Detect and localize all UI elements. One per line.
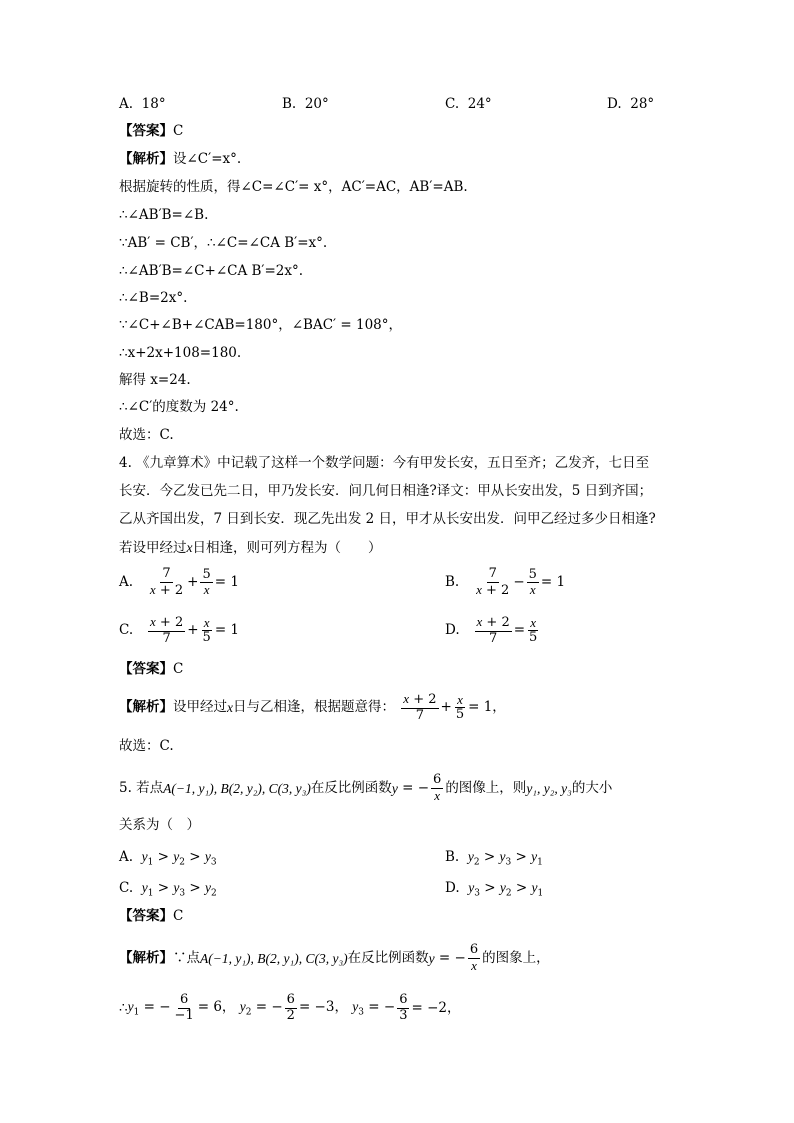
fraction: $\frac{6}{x}$ (469, 942, 479, 973)
q3-conclusion: 故选：C. (119, 427, 174, 443)
fraction: $\frac{x + 2}{7}$ (150, 614, 184, 646)
stem-text: 若设甲经过 (119, 540, 187, 556)
option-label: D. (445, 880, 460, 896)
q4-conclusion: 故选：C. (119, 738, 174, 754)
option-label: C. (119, 880, 134, 896)
stem-text: 5. 若点 (119, 779, 164, 796)
q5-analysis-line: $\therefore y_1$ = − $\frac{6}{-1}$ = 6， $y_2$ = − $\frac{6}{2}$ = −3， $y_3$ = − $\frac{6}{3}$ = −2， (119, 992, 461, 1023)
analysis-text: 的图象上， (482, 949, 550, 966)
stem-text: 日相逢，则可列方程为（ ） (192, 540, 382, 556)
q4-stem-line: 4. 《九章算术》中记载了这样一个数学问题：今有甲发长安，五日至齐；乙发齐，七日至 (119, 455, 650, 471)
q4-option-c: C. $\frac{x + 2}{7}$ + $\frac{x}{5}$ = 1 (119, 614, 240, 646)
answer-tag: 【答案】 (119, 123, 173, 139)
analysis-text: 设∠C′=x°. (173, 151, 242, 167)
option-label: C. (445, 96, 460, 112)
analysis-text: 日与乙相逢，根据题意得： (233, 699, 395, 716)
answer-value: C (173, 908, 184, 924)
q3-analysis-line: ∵AB′ = CB′，∴∠C=∠CA B′=x°. (119, 235, 328, 251)
option-value: 20° (304, 96, 329, 112)
answer-value: C (173, 661, 184, 677)
q3-analysis-line: 根据旋转的性质，得∠C=∠C′= x°，AC′=AC，AB′=AB. (119, 179, 468, 195)
q5-option-b: B. $y_2 > y_3 > y_1$ (445, 849, 543, 868)
analysis-text: 在反比例函数 (347, 949, 429, 966)
fraction: $\frac{5}{x}$ (528, 566, 537, 598)
q4-analysis: 【解析】设甲经过x日与乙相逢，根据题意得： $\frac{x + 2}{7}$ + $\frac{x}{5}$ = 1， (119, 691, 506, 723)
answer-value: C (173, 123, 184, 139)
q3-option-d (607, 98, 654, 112)
q5-option-c: C. $y_1 > y_3 > y_2$ (119, 880, 217, 899)
therefore-symbol: ∴ (119, 999, 128, 1016)
variable-x: x (227, 700, 233, 716)
fraction: $\frac{x}{5}$ (529, 614, 538, 646)
q4-option-d: D. $\frac{x + 2}{7}$ = $\frac{x}{5}$ (445, 614, 538, 646)
stem-text: 的图像上，则 (445, 779, 527, 796)
q4-option-a: A. $\frac{7}{x + 2}$ + $\frac{5}{x}$ = 1 (119, 566, 239, 598)
variable-x: x (186, 540, 193, 555)
q3-option-c (445, 98, 492, 112)
fraction: $\frac{6}{2}$ (286, 992, 295, 1023)
q5-option-a: A. $y_1 > y_2 > y_3$ (119, 849, 217, 868)
q3-analysis-line: ∴x+2x+108=180. (119, 345, 242, 361)
analysis-tag: 【解析】 (119, 949, 173, 966)
q5-stem-line: 关系为（ ） (119, 817, 200, 833)
q4-option-b: B. $\frac{7}{x + 2}$ − $\frac{5}{x}$ = 1 (445, 566, 566, 598)
option-value: 28° (630, 96, 655, 112)
fraction: $\frac{x + 2}{7}$ (403, 691, 437, 723)
q3-option-b (282, 98, 329, 112)
q5-option-d: D. $y_3 > y_2 > y_1$ (445, 880, 544, 899)
variables: y₁, y₂, y₃ (526, 780, 572, 796)
fraction: $\frac{6}{x}$ (433, 772, 442, 803)
q4-stem-line (119, 541, 382, 556)
analysis-tag: 【解析】 (119, 699, 173, 716)
fraction: $\frac{x}{5}$ (455, 691, 465, 723)
q4-stem-line: 乙从齐国出发，7 日到长安．现乙先出发 2 日，甲才从长安出发．问甲乙经过多少日相逢? (119, 511, 656, 527)
q3-analysis-line: ∴∠AB′B=∠B. (119, 207, 209, 223)
q3-analysis-line: ∴∠AB′B=∠C+∠CA B′=2x°. (119, 263, 304, 279)
option-label: B. (445, 574, 460, 591)
option-label: A. (119, 849, 134, 865)
fraction: $\frac{x}{5}$ (202, 614, 211, 646)
stem-text: 的大小 (571, 779, 613, 796)
option-label: A. (119, 96, 134, 112)
q3-analysis-line: ∵∠C+∠B+∠CAB=180°，∠BAC′ = 108°， (119, 317, 403, 333)
stem-text: 在反比例函数 (310, 779, 392, 796)
points: A(−1, y₁), B(2, y₁), C(3, y₃) (200, 950, 348, 966)
option-label: D. (607, 96, 622, 112)
fraction: $\frac{6}{-1}$ (174, 992, 194, 1023)
analysis-text: ∵点 (173, 949, 200, 966)
answer-tag: 【答案】 (119, 661, 173, 677)
points: A(−1, y₁), B(2, y₂), C(3, y₃) (163, 780, 311, 796)
fraction: $\frac{7}{x + 2}$ (476, 566, 510, 598)
option-label: C. (119, 622, 134, 639)
analysis-text: 设甲经过 (173, 699, 227, 716)
q3-answer (119, 125, 183, 139)
option-label: B. (282, 96, 297, 112)
option-value: 24° (467, 96, 492, 112)
q3-option-a (119, 98, 166, 112)
option-label: B. (445, 849, 460, 865)
q5-stem-line: 5. 若点A(−1, y₁), B(2, y₂), C(3, y₃)在反比例函数y = − $\frac{6}{x}$ 的图像上，则y₁, y₂, y₃的大小 (119, 772, 613, 803)
fraction: $\frac{6}{3}$ (399, 992, 408, 1023)
fraction: $\frac{x + 2}{7}$ (476, 614, 510, 646)
option-label: D. (445, 622, 460, 639)
q4-stem-line: 长安．今乙发已先二日，甲乃发长安．问几何日相逢?译文：甲从长安出发，5 日到齐国； (119, 483, 653, 499)
q5-analysis-line: 【解析】∵点A(−1, y₁), B(2, y₁), C(3, y₃)在反比例函数y = − $\frac{6}{x}$ 的图象上， (119, 942, 550, 973)
q3-analysis-line (119, 153, 241, 167)
q3-analysis-line: ∴∠C′的度数为 24°. (119, 399, 239, 415)
option-value: 18° (141, 96, 166, 112)
answer-tag: 【答案】 (119, 908, 173, 924)
option-label: A. (119, 574, 134, 591)
q3-analysis-line: ∴∠B=2x°. (119, 290, 188, 306)
q5-answer (119, 910, 183, 924)
fraction: $\frac{5}{x}$ (202, 566, 211, 598)
q4-answer (119, 663, 183, 677)
q3-analysis-line: 解得 x=24. (119, 372, 191, 388)
fraction: $\frac{7}{x + 2}$ (149, 566, 184, 598)
analysis-tag: 【解析】 (119, 151, 173, 167)
